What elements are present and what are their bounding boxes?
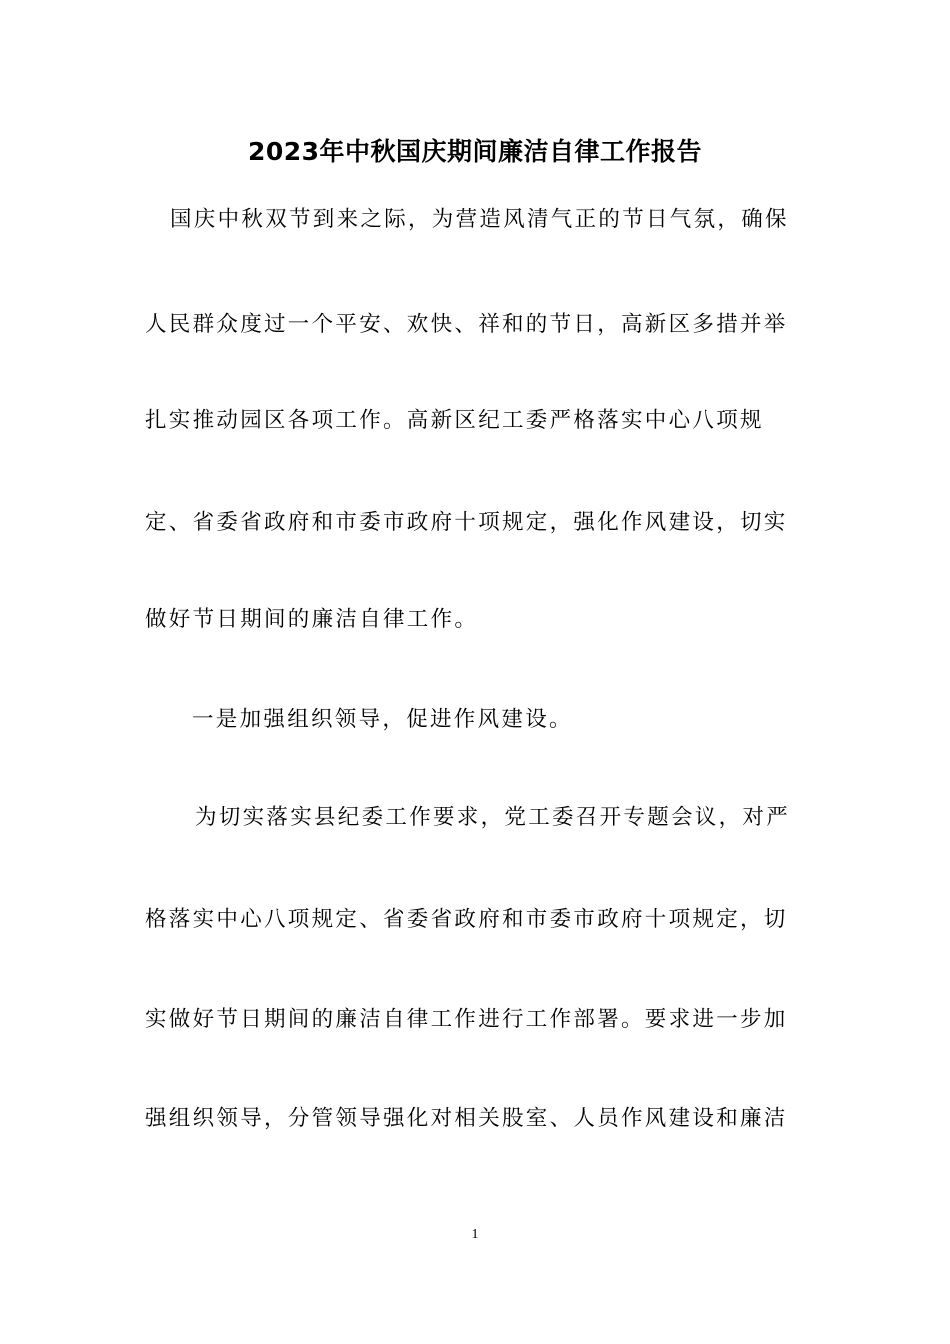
document-title: 2023年中秋国庆期间廉洁自律工作报告 [247,137,703,166]
section-heading: 一是加强组织领导，促进作风建设。 [192,707,573,732]
body-line-7: 为切实落实县纪委工作要求，党工委召开专题会议，对严 [195,805,791,830]
body-line-9: 实做好节日期间的廉洁自律工作进行工作部署。要求进一步加 [145,1007,788,1032]
body-line-8: 格落实中心八项规定、省委省政府和市委市政府十项规定，切 [145,907,788,932]
body-line-1: 国庆中秋双节到来之际，为营造风清气正的节日气氛，确保 [170,207,789,232]
body-line-4: 定、省委省政府和市委市政府十项规定，强化作风建设，切实 [145,510,788,535]
body-line-2: 人民群众度过一个平安、欢快、祥和的节日，高新区多措并举 [145,312,788,337]
body-line-3: 扎实推动园区各项工作。高新区纪工委严格落实中心八项规 [145,408,764,433]
body-line-10: 强组织领导，分管领导强化对相关股室、人员作风建设和廉洁 [145,1106,788,1131]
page-number: 1 [471,1227,479,1242]
body-line-5: 做好节日期间的廉洁自律工作。 [145,607,479,632]
